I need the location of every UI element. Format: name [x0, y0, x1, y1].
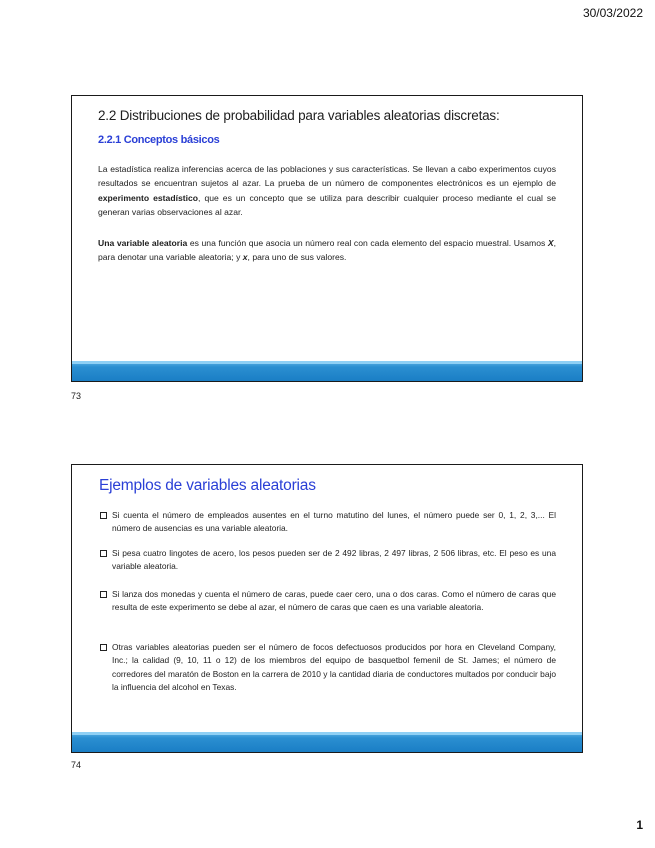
- term-experimento-estadistico: experimento estadístico: [98, 192, 199, 203]
- slide-74: [71, 464, 583, 753]
- slide-footer-bar: [72, 361, 582, 381]
- bullet-item: Otras variables aleatorias pueden ser el número de focos defectuosos producidos por hora en Cleveland Company, Inc.; la calidad (9, 10, 11 o 12) de los miembros del equipo de basquetbol femenil de St. James; el número de corredores del maratón de Boston en la carrera de 2010 y la cantidad diaria de conductores multados por conducir bajo la influencia del alcohol en Texas.: [100, 641, 556, 695]
- checkbox-square-icon: [100, 591, 107, 598]
- bullet-item: Si cuenta el número de empleados ausentes en el turno matutino del lunes, el número puede ser 0, 1, 2, 3,... El número de ausencias es una variable aleatoria.: [100, 509, 556, 536]
- page-number: 1: [636, 818, 643, 832]
- slide-number: 74: [71, 760, 82, 770]
- symbol-X: X: [547, 238, 554, 248]
- slide-number: 73: [71, 391, 82, 401]
- checkbox-square-icon: [100, 644, 107, 651]
- slide-title: Ejemplos de variables aleatorias: [99, 477, 316, 494]
- page-date: 30/03/2022: [582, 6, 643, 20]
- symbol-x: x: [242, 252, 248, 263]
- slide-73: [71, 95, 583, 382]
- slide-footer-bar: [72, 732, 582, 752]
- term-variable-aleatoria: Una variable aleatoria: [98, 238, 188, 248]
- paragraph-experimento: La estadística realiza inferencias acerca de las poblaciones y sus características. Se llevan a cabo experimentos cuyos resultados se encuentran sujetos al azar. La prueba de un número de componentes electrónicos es un ejemplo de experimento estadístico, que es un concepto que se utiliza para describir cualquier proceso mediante el cual se generan varias observaciones al azar.: [98, 164, 556, 218]
- slide-subtitle: 2.2.1 Conceptos básicos: [98, 134, 220, 146]
- bullet-item: Si lanza dos monedas y cuenta el número de caras, puede caer cero, una o dos caras. Como el número de caras que resulta de este experimento se debe al azar, el número de caras que caen es una variable aleatoria.: [100, 588, 556, 615]
- checkbox-square-icon: [100, 512, 107, 519]
- paragraph-variable-aleatoria: Una variable aleatoria es una función que asocia un número real con cada elemento del espacio muestral. Usamos X, para denotar una variable aleatoria; y x, para uno de sus valores.: [98, 238, 556, 263]
- bullet-item: Si pesa cuatro lingotes de acero, los pesos pueden ser de 2 492 libras, 2 497 libras, 2 506 libras, etc. El peso es una variable aleatoria.: [100, 547, 556, 574]
- slide-title: 2.2 Distribuciones de probabilidad para variables aleatorias discretas:: [98, 108, 500, 123]
- checkbox-square-icon: [100, 550, 107, 557]
